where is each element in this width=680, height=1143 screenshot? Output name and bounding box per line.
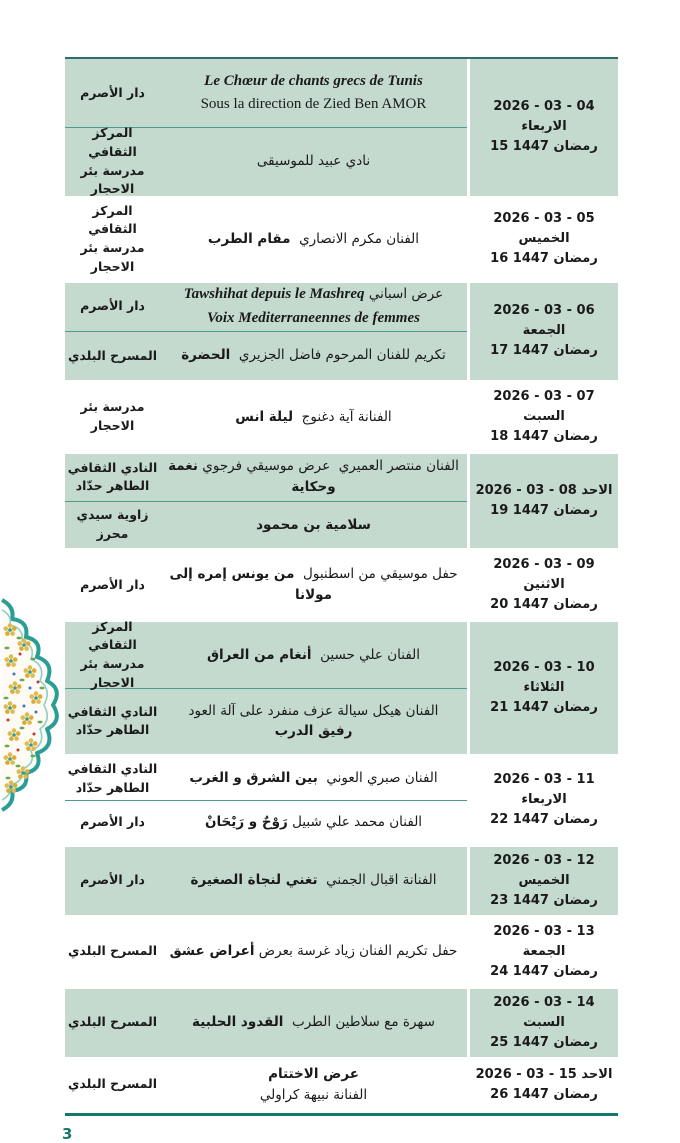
- schedule-row: [65, 199, 618, 280]
- event-line: [168, 151, 459, 172]
- venue-name: زاوية سيدي محرز: [76, 507, 149, 541]
- gregorian-date: 2026 - 03 - 15 الاحد: [475, 1066, 613, 1082]
- event-text: الحضرة: [181, 347, 231, 364]
- event-cell: [160, 847, 467, 915]
- venue-name: النادي الثقافي: [67, 703, 158, 719]
- event-cell: [160, 128, 467, 196]
- schedule-subrow: [65, 918, 467, 986]
- event-line: [168, 721, 459, 742]
- schedule-subrow: [65, 283, 467, 332]
- event-cell: [160, 283, 467, 331]
- schedule-table: [65, 57, 618, 1110]
- venue-name: المركز الثقافي: [88, 618, 137, 653]
- schedule-row: [65, 1060, 618, 1110]
- venue-cell: [65, 801, 160, 844]
- event-cell: [160, 383, 467, 451]
- event-text: Sous la direction de Zied Ben AMOR: [200, 95, 427, 112]
- venue-name: دار الأصرم: [80, 84, 145, 100]
- hijri-date: 19 رمضان 1447: [490, 503, 598, 519]
- date-cell: [470, 454, 618, 548]
- schedule-row: [65, 989, 618, 1057]
- event-cell: [160, 757, 467, 800]
- event-text: رفيق الدرب: [274, 723, 353, 740]
- schedule-row: [65, 847, 618, 915]
- date-cell: [470, 622, 618, 754]
- event-cell: [160, 622, 467, 687]
- date-cell: [470, 551, 618, 619]
- event-text: من يونس إمره إلى مولانا: [164, 566, 332, 604]
- venue-name: النادي الثقافي: [67, 760, 158, 776]
- event-cell: [160, 332, 467, 380]
- event-text: Le Chœur de chants grecs de Tunis: [204, 72, 423, 89]
- venue-cell: [65, 283, 160, 331]
- schedule-row: [65, 59, 618, 196]
- event-text: سهرة مع سلاطين الطرب: [283, 1014, 435, 1031]
- venue-name: دار الأصرم: [80, 872, 145, 888]
- event-line: [164, 564, 459, 606]
- hijri-date: 24 رمضان 1447: [490, 963, 598, 979]
- event-line: [168, 70, 459, 93]
- hijri-date: 16 رمضان 1447: [490, 251, 598, 266]
- schedule-area: [62, 57, 618, 1143]
- hijri-date: 20 رمضان 1447: [490, 597, 598, 613]
- event-cell: [160, 551, 467, 619]
- event-line: [168, 941, 459, 962]
- event-line: [168, 701, 459, 722]
- event-text: الفنان محمد علي شبيل: [287, 813, 423, 830]
- bottom-rule: [65, 1113, 618, 1117]
- event-text: رَوْحٌ و رَيْحَانْ: [204, 813, 288, 830]
- venue-cell: [65, 757, 160, 800]
- venue-name: مدرسة بئر الاحجار: [80, 656, 145, 690]
- event-line: [168, 1064, 459, 1085]
- event-text: عرض الاختتام: [268, 1065, 359, 1082]
- venue-cell: [65, 332, 160, 380]
- event-cell: [160, 454, 467, 501]
- date-cell: [470, 847, 618, 915]
- gregorian-date: 2026 - 03 - 07 السبت: [493, 389, 595, 424]
- schedule-subrow: [65, 801, 467, 844]
- venue-cell: [65, 383, 160, 451]
- schedule-row: [65, 454, 618, 548]
- venue-cell: [65, 125, 160, 197]
- date-cell: [470, 918, 618, 986]
- event-cell: [160, 502, 467, 549]
- hijri-date: 21 رمضان 1447: [490, 700, 598, 716]
- event-cell: [160, 989, 467, 1057]
- event-line: [168, 345, 459, 366]
- event-line: [168, 456, 459, 477]
- event-line: [168, 812, 459, 833]
- event-cell: [160, 918, 467, 986]
- schedule-row: [65, 283, 618, 381]
- schedule-subrow: [65, 689, 467, 754]
- venue-name: مدرسة بئر الاحجار: [80, 240, 145, 274]
- venue-cell: [65, 454, 160, 501]
- schedule-subrow: [65, 199, 467, 280]
- event-text: أعراض عشق: [169, 943, 255, 960]
- gregorian-date: 2026 - 03 - 04 الاربعاء: [493, 99, 595, 135]
- venue-event-block: [65, 618, 467, 754]
- schedule-row: [65, 918, 618, 986]
- event-line: [168, 93, 459, 116]
- date-cell: [470, 1060, 618, 1110]
- schedule-row: [65, 618, 618, 754]
- venue-name: الطاهر حدّاد: [75, 722, 150, 738]
- schedule-subrow: [65, 757, 467, 801]
- schedule-subrow: [65, 847, 467, 915]
- event-text: مقام الطرب: [207, 230, 291, 247]
- event-text: ليلة انس: [235, 408, 294, 425]
- hijri-date: 15 رمضان 1447: [490, 139, 598, 155]
- hijri-date: 25 رمضان 1447: [490, 1034, 598, 1050]
- venue-event-block: [65, 199, 467, 280]
- venue-name: الطاهر حدّاد: [75, 779, 150, 795]
- venue-cell: [65, 847, 160, 915]
- event-text: الفنانة اقبال الجمني: [317, 872, 437, 889]
- gregorian-date: 2026 - 03 - 12 الخميس: [493, 852, 595, 888]
- event-text: Voix Mediterraneennes de femmes: [207, 309, 420, 326]
- event-line: [168, 870, 459, 891]
- venue-cell: [65, 918, 160, 986]
- schedule-subrow: [65, 125, 467, 197]
- event-line: [168, 515, 459, 536]
- date-cell: [470, 199, 618, 280]
- schedule-subrow: [65, 989, 467, 1057]
- event-text: الفنان علي حسين: [311, 646, 421, 663]
- venue-name: المسرح البلدي: [67, 347, 158, 363]
- gregorian-date: 2026 - 03 - 08 الاحد: [475, 483, 613, 499]
- venue-event-block: [65, 59, 467, 196]
- event-text: تغني لنجاة الصغيرة: [190, 872, 318, 889]
- event-line: [168, 1085, 459, 1106]
- event-line: [168, 1012, 459, 1033]
- venue-cell: [65, 689, 160, 754]
- hijri-date: 17 رمضان 1447: [490, 343, 598, 359]
- date-cell: [470, 59, 618, 196]
- event-text: نغمة: [168, 458, 198, 475]
- event-cell: [160, 59, 467, 127]
- event-text: نادي عبيد للموسيقى: [256, 153, 371, 170]
- venue-cell: [65, 199, 160, 280]
- venue-name: المركز الثقافي: [88, 125, 137, 159]
- event-text: تكريم للفنان المرحوم فاضل الجزيري: [230, 347, 446, 364]
- hijri-date: 18 رمضان 1447: [490, 429, 598, 444]
- schedule-subrow: [65, 383, 467, 451]
- schedule-subrow: [65, 59, 467, 128]
- gregorian-date: 2026 - 03 - 13 الجمعة: [493, 923, 595, 959]
- event-text: الفنان مكرم الانصاري: [290, 230, 420, 247]
- event-line: [168, 229, 459, 250]
- venue-name: دار الأصرم: [80, 813, 145, 829]
- venue-name: المسرح البلدي: [67, 943, 158, 959]
- venue-cell: [65, 551, 160, 619]
- schedule-row: [65, 757, 618, 844]
- venue-name: دار الأصرم: [80, 298, 145, 314]
- venue-name: المسرح البلدي: [67, 1076, 158, 1092]
- event-line: [168, 645, 459, 666]
- venue-event-block: [65, 989, 467, 1057]
- event-line: [168, 768, 459, 789]
- schedule-row: [65, 551, 618, 619]
- event-line: [168, 477, 459, 498]
- gregorian-date: 2026 - 03 - 09 الاثنين: [493, 557, 595, 593]
- venue-name: مدرسة بئر الاحجار: [80, 399, 145, 433]
- event-cell: [160, 801, 467, 844]
- event-line: [168, 307, 459, 330]
- floral-ornament-icon: [0, 598, 62, 812]
- event-line: [168, 407, 459, 428]
- event-cell: [160, 689, 467, 754]
- schedule-subrow: [65, 332, 467, 380]
- event-text: أنغام من العراق: [206, 646, 312, 663]
- venue-event-block: [65, 551, 467, 619]
- schedule-subrow: [65, 1060, 467, 1110]
- date-cell: [470, 283, 618, 381]
- event-text: حفل تكريم الفنان زياد غرسة بعرض: [254, 943, 458, 960]
- event-text: الفنان هيكل سيالة عزف منفرد على آلة العود: [188, 702, 439, 719]
- venue-name: الطاهر حدّاد: [75, 478, 150, 494]
- venue-cell: [65, 1060, 160, 1110]
- venue-name: مدرسة بئر الاحجار: [80, 162, 145, 197]
- schedule-subrow: [65, 454, 467, 502]
- event-text: الفنانة آية دغنوج: [293, 408, 392, 425]
- venue-name: المسرح البلدي: [67, 1014, 158, 1030]
- event-text: الفنانة نبيهة كراولي: [259, 1086, 368, 1103]
- date-cell: [470, 383, 618, 451]
- venue-event-block: [65, 918, 467, 986]
- venue-event-block: [65, 283, 467, 381]
- venue-cell: [65, 618, 160, 690]
- event-cell: [160, 1060, 467, 1110]
- event-text: عرض اسباني: [364, 286, 444, 303]
- gregorian-date: 2026 - 03 - 11 الاربعاء: [493, 772, 595, 808]
- event-text: وحكاية: [291, 479, 336, 496]
- gregorian-date: 2026 - 03 - 14 السبت: [493, 994, 595, 1030]
- venue-event-block: [65, 1060, 467, 1110]
- event-text: القدود الحلبية: [192, 1014, 284, 1031]
- event-text: سلامية بن محمود: [256, 516, 371, 533]
- hijri-date: 22 رمضان 1447: [490, 812, 598, 828]
- venue-event-block: [65, 383, 467, 451]
- venue-name: المركز الثقافي: [88, 202, 137, 237]
- venue-event-block: [65, 454, 467, 548]
- event-line: [168, 283, 459, 306]
- venue-cell: [65, 502, 160, 549]
- page-number: 3: [62, 1125, 73, 1143]
- gregorian-date: 2026 - 03 - 06 الجمعة: [493, 303, 595, 339]
- date-cell: [470, 757, 618, 844]
- schedule-subrow: [65, 618, 467, 690]
- venue-event-block: [65, 757, 467, 844]
- venue-cell: [65, 59, 160, 127]
- schedule-row: [65, 383, 618, 451]
- event-text: Tawshihat depuis le Mashreq: [183, 286, 365, 303]
- event-text: حفل موسيقي من اسطنبول: [294, 566, 458, 583]
- schedule-subrow: [65, 502, 467, 549]
- event-text: الفنان صبري العوني: [317, 770, 438, 787]
- event-text: الفنان منتصر العميري عرض موسيقي فرجوي: [198, 458, 459, 475]
- date-cell: [470, 989, 618, 1057]
- gregorian-date: 2026 - 03 - 10 الثلاثاء: [493, 660, 595, 696]
- event-cell: [160, 199, 467, 280]
- event-text: بين الشرق و الغرب: [189, 770, 318, 787]
- hijri-date: 23 رمضان 1447: [490, 892, 598, 908]
- venue-event-block: [65, 847, 467, 915]
- hijri-date: 26 رمضان 1447: [490, 1086, 598, 1102]
- gregorian-date: 2026 - 03 - 05 الخميس: [493, 211, 595, 246]
- venue-name: النادي الثقافي: [67, 459, 158, 475]
- venue-cell: [65, 989, 160, 1057]
- schedule-subrow: [65, 551, 467, 619]
- venue-name: دار الأصرم: [80, 576, 145, 592]
